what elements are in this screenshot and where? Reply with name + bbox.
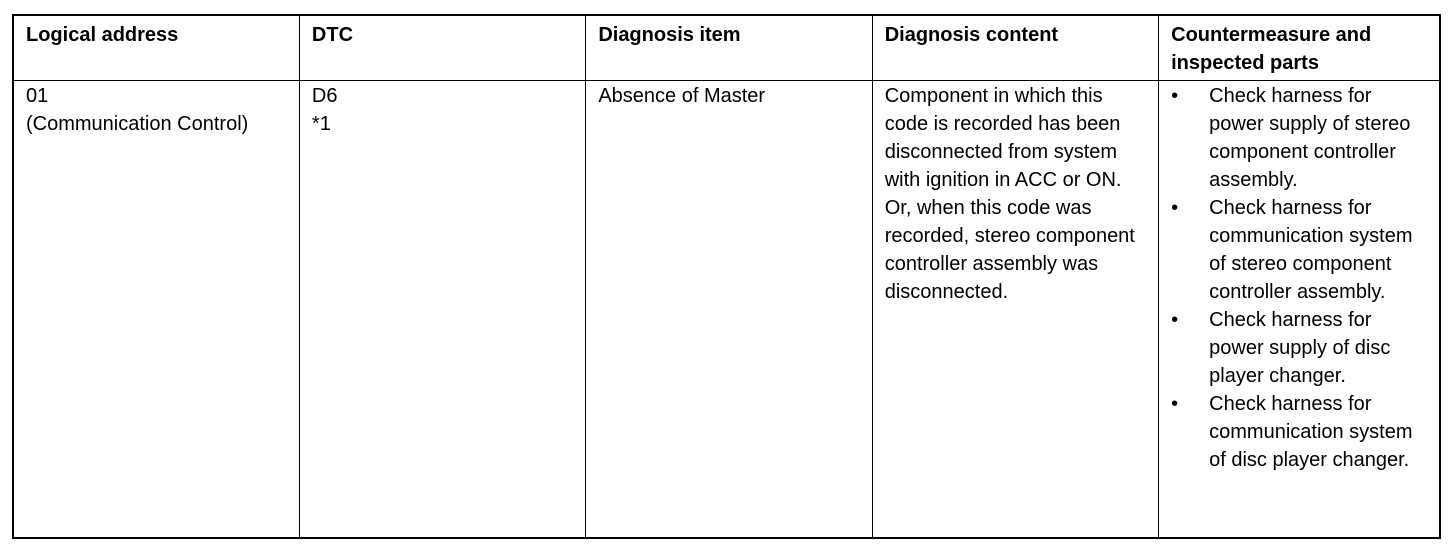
countermeasure-text: Check harness for communication system of stereo component controller assembly. (1209, 197, 1413, 303)
countermeasure-text: Check harness for power supply of stereo component controller assembly. (1209, 85, 1411, 191)
list-item (1171, 194, 1427, 306)
countermeasure-text: Check harness for communication system of disc player changer. (1209, 393, 1413, 471)
header-diagnosis-item: Diagnosis item (586, 15, 872, 81)
countermeasure-text: Check harness for power supply of disc player changer. (1209, 309, 1391, 387)
table-row (13, 81, 1440, 539)
dtc-note: *1 (311, 113, 331, 135)
logical-address-code: 01 (26, 85, 49, 107)
logical-address-name: (Communication Control) (26, 113, 249, 135)
cell-logical-address (13, 81, 299, 539)
diagnosis-item-text: Absence of Master (598, 85, 766, 107)
bullet-icon: • (1171, 393, 1179, 415)
cell-diagnosis-item (586, 81, 872, 539)
cell-diagnosis-content (872, 81, 1158, 539)
table-header-row (13, 15, 1440, 81)
list-item (1171, 306, 1427, 390)
header-logical-address: Logical address (13, 15, 299, 81)
list-item (1171, 390, 1427, 474)
dtc-code: D6 (311, 85, 338, 107)
cell-dtc (299, 81, 585, 539)
cell-countermeasure (1159, 81, 1440, 539)
header-diagnosis-content: Diagnosis content (872, 15, 1158, 81)
header-countermeasure: Countermeasure and inspected parts (1159, 15, 1440, 81)
bullet-icon: • (1171, 85, 1179, 107)
diagnosis-content-text: Component in which this code is recorded has been disconnected from system with ignition in ACC or ON. Or, when this code was recorded, stereo component controller assembly was disconnected. (884, 85, 1135, 303)
bullet-icon: • (1171, 197, 1179, 219)
bullet-icon: • (1171, 309, 1179, 331)
list-item (1171, 82, 1427, 194)
diagnosis-table-page (12, 14, 1441, 539)
countermeasure-list (1171, 82, 1427, 474)
header-dtc: DTC (299, 15, 585, 81)
dtc-table (12, 14, 1441, 539)
